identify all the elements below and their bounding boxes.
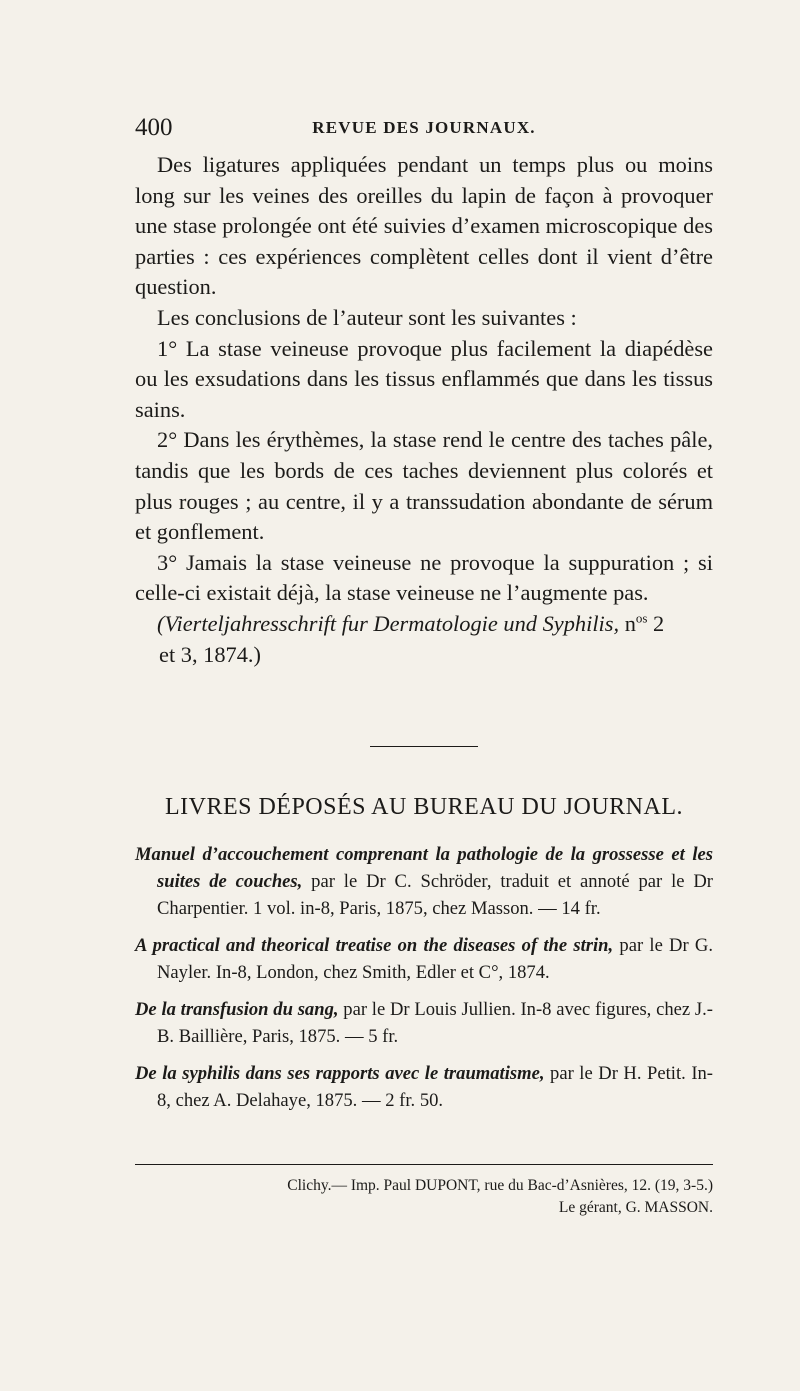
paragraph-conclusion-1: 1° La stase veineuse provoque plus facilement la diapédèse ou les exsudations dans les tissus enflammés que dans les tissus sains. bbox=[135, 335, 713, 422]
citation-journal: Vierteljahresschrift fur Dermatologie und Syphilis, bbox=[164, 610, 620, 636]
book-entry bbox=[135, 933, 713, 987]
book-details: par le Dr Louis Jullien. In-8 avec figures, chez J.-B. Baillière, Paris, 1875. — 5 fr. bbox=[157, 998, 713, 1047]
book-title: A practical and theorical treatise on the diseases of the strin, bbox=[135, 934, 614, 956]
section-heading: LIVRES DÉPOSÉS AU BUREAU DU JOURNAL. bbox=[164, 794, 684, 820]
book-title: Manuel d’accouchement comprenant la pathologie de la grossesse et les suites de couches, bbox=[135, 844, 713, 892]
page-number: 400 bbox=[135, 114, 173, 141]
article-body bbox=[135, 150, 713, 670]
book-title: De la transfusion du sang, bbox=[135, 998, 339, 1020]
book-entry bbox=[135, 1061, 713, 1115]
gerant-signature-line: Le gérant, G. MASSON. bbox=[558, 1199, 713, 1216]
citation-nos-sup: os bbox=[635, 610, 648, 626]
separator-rule bbox=[370, 746, 478, 747]
citation-nos: n bbox=[619, 610, 636, 636]
paragraph-conclusions-intro: Les conclusions de l’auteur sont les suivantes : bbox=[157, 304, 577, 330]
book-details: par le Dr C. Schröder, traduit et annoté par le Dr Charpentier. 1 vol. in-8, Paris, 1875, chez Masson. — 14 fr. bbox=[157, 870, 713, 919]
citation-open: ( bbox=[157, 610, 165, 636]
book-title: De la syphilis dans ses rapports avec le traumatisme, bbox=[135, 1063, 545, 1085]
citation-line-2: et 3, 1874.) bbox=[159, 641, 261, 667]
citation-numbers: 2 bbox=[647, 610, 665, 636]
book-details: par le Dr H. Petit. In-8, chez A. Delahaye, 1875. — 2 fr. 50. bbox=[157, 1063, 713, 1111]
book-details: par le Dr G. Nayler. In-8, London, chez Smith, Edler et C°, 1874. bbox=[157, 934, 713, 983]
printer-imprint: Clichy.— Imp. Paul DUPONT, rue du Bac-d’Asnières, 12. (19, 3-5.) bbox=[287, 1177, 713, 1194]
book-list bbox=[135, 842, 713, 1125]
book-entry bbox=[135, 997, 713, 1051]
running-title: REVUE DES JOURNAUX. bbox=[312, 118, 536, 137]
paragraph-conclusion-3: 3° Jamais la stase veineuse ne provoque la suppuration ; si celle-ci existait déjà, la stase veineuse ne l’augmente pas. bbox=[135, 549, 713, 606]
page-header bbox=[135, 114, 713, 148]
paragraph-conclusion-2: 2° Dans les érythèmes, la stase rend le centre des taches pâle, tandis que les bords de ces taches deviennent plus colorés et plus rouges ; au centre, il y a transsudation abondante de sérum et gonflement. bbox=[135, 427, 713, 545]
book-entry bbox=[135, 842, 713, 922]
source-citation bbox=[135, 609, 713, 640]
footer-rule bbox=[135, 1164, 713, 1165]
paragraph-ligatures: Des ligatures appliquées pendant un temps plus ou moins long sur les veines des oreilles du lapin de façon à provoquer une stase prolongée ont été suivies d’examen microscopique des parties : ces expériences complètent celles dont il vient d’être question. bbox=[135, 152, 713, 300]
